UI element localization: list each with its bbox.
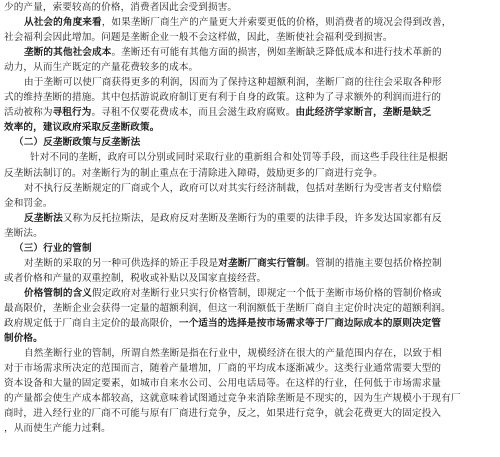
text-run: 反垄断法制订的。对垄断行为的制止重点在于清除进入障碍，鼓励更多的厂商进行竞争。	[4, 167, 383, 179]
text-run: 对垄断的采取的另一种可供选择的矫正手段是	[24, 257, 219, 269]
text-line	[4, 226, 496, 241]
text-run: ，如果垄断厂商生产的产量更大并索要更低的价格，则消费者的境况会得到改善，	[101, 17, 452, 29]
bold-run: 一个适当的选择是按市场需求等于厂商边际成本的原则决定管	[178, 317, 442, 329]
text-run: 少的产量，索要较高的价格，消费者因此会受到损害。	[4, 2, 238, 13]
text-run: 对不执行反垄断规定的厂商或个人，政府可以对其实行经济制裁，包括对垄断行为受害者支付赔偿	[24, 182, 442, 194]
text-line	[4, 286, 496, 301]
text-run: 商时，进入经行业的厂商不可能与原有厂商进行竞争，反之，如果进行竞争，就会花费更大的固定投入	[4, 408, 442, 420]
bold-run: 由此经济学家断言，垄断是缺乏	[295, 107, 432, 119]
text-run: 。垄断还有可能有其他方面的损害，例如垄断缺乏降低成本和进行技术革新的	[111, 47, 442, 59]
text-run: 社会福利会因此增加。问题是垄断企业一般不会这样做，因此，垄断使社会福利受到损害。	[4, 32, 393, 44]
text-line	[4, 421, 496, 436]
text-run: 动力，从而生产既定的产量花费较多的成本。	[4, 62, 199, 74]
text-run: 。管制的措施主要包括价格控制	[305, 257, 442, 269]
text-run: 自然垄断行业的管制，所谓自然垄断是指在行业中，规模经济在很大的产量范围内存在，以致于相	[24, 348, 442, 360]
text-run: 最高限价，垄断企业会获得一定量的超额利润，但这一利润额低于垄断厂商自主定价时决定的超额利润。	[4, 302, 451, 314]
text-line	[4, 181, 496, 196]
text-run: 式的维持垄断的措施。其中包括游说政府制订更有利于自身的政策。这种为了寻求额外的利润而进行的	[4, 92, 442, 104]
text-line	[4, 361, 496, 376]
text-line	[4, 105, 496, 120]
text-line	[4, 60, 496, 75]
bold-run: 对垄断厂商实行管制	[218, 257, 306, 269]
section-heading	[4, 135, 496, 150]
bold-run: 从社会的角度来看	[24, 17, 102, 29]
text-run: 由于垄断可以使厂商获得更多的利润，因而为了保持这种超额利润，垄断厂商的往往会采取各种形	[24, 77, 442, 89]
bold-run: 制价格。	[4, 333, 43, 345]
text-line	[4, 256, 496, 271]
text-run: 活动被称为	[4, 107, 53, 119]
text-run: 资本设备和大量的固定要素，如城市自来水公司、公用电话局等。在这样的行业，任何低于市场需求量	[4, 378, 442, 390]
bold-run: 效率的，建议政府采取反垄断政策。	[4, 122, 160, 134]
text-run: 。寻租不仅要花费成本，而且会滋生政府腐败。	[91, 107, 296, 119]
text-line	[4, 196, 496, 211]
text-line	[4, 406, 496, 421]
text-run: 针对不同的垄断，政府可以分别或同时采取行业的重新组合和处罚等手段，而这些手段往往是根据	[30, 152, 448, 164]
text-run: 或者价格和产量的双重控制，税收或补贴以及国家直接经营。	[4, 272, 267, 284]
bold-run: 寻租行为	[52, 107, 92, 119]
text-line	[4, 316, 496, 331]
text-line	[4, 391, 496, 406]
bold-run: 反垄断法	[24, 212, 63, 224]
text-run: 的产量都会使生产成本都较高，这就意味着试图通过竞争来消除垄断是不现实的，因为生产规模小于现有厂	[4, 393, 461, 405]
text-line	[4, 75, 496, 90]
text-line	[4, 0, 496, 15]
text-line	[4, 211, 496, 226]
text-line	[4, 301, 496, 316]
bold-run: （三）行业的管制	[14, 242, 92, 254]
text-run: ，从而使生产能力过剩。	[4, 423, 111, 435]
bold-run: （二）反垄断政策与反垄断法	[14, 137, 141, 149]
bold-run: 价格管制的含义	[24, 287, 92, 299]
text-line	[4, 90, 496, 105]
text-run: 假定政府对垄断行业只实行价格管制，即规定一个低于垄断市场价格的管制价格或	[92, 287, 442, 299]
text-line	[4, 45, 496, 60]
text-line	[4, 331, 496, 346]
text-run: 对于市场需求所决定的范围而言，随着产量增加，厂商的平均成本逐渐减少。这类行业通常需要大型的	[4, 363, 442, 375]
text-run: 又称为反托拉斯法，是政府反对垄断及垄断行为的重要的法律手段，许多发达国家都有反	[62, 212, 442, 224]
text-run: 金和罚金。	[4, 197, 53, 209]
text-line	[4, 376, 496, 391]
text-line	[4, 30, 496, 45]
bold-run: 垄断的其他社会成本	[24, 47, 112, 59]
text-line	[4, 166, 496, 181]
text-line	[4, 15, 496, 30]
text-run: 垄断法。	[4, 227, 43, 239]
text-line	[4, 271, 496, 286]
text-line	[4, 150, 496, 165]
text-run: 政府规定低于厂商自主定价的最高限价，	[4, 317, 179, 329]
section-heading	[4, 241, 496, 256]
text-line	[4, 120, 496, 135]
text-line	[4, 346, 496, 361]
